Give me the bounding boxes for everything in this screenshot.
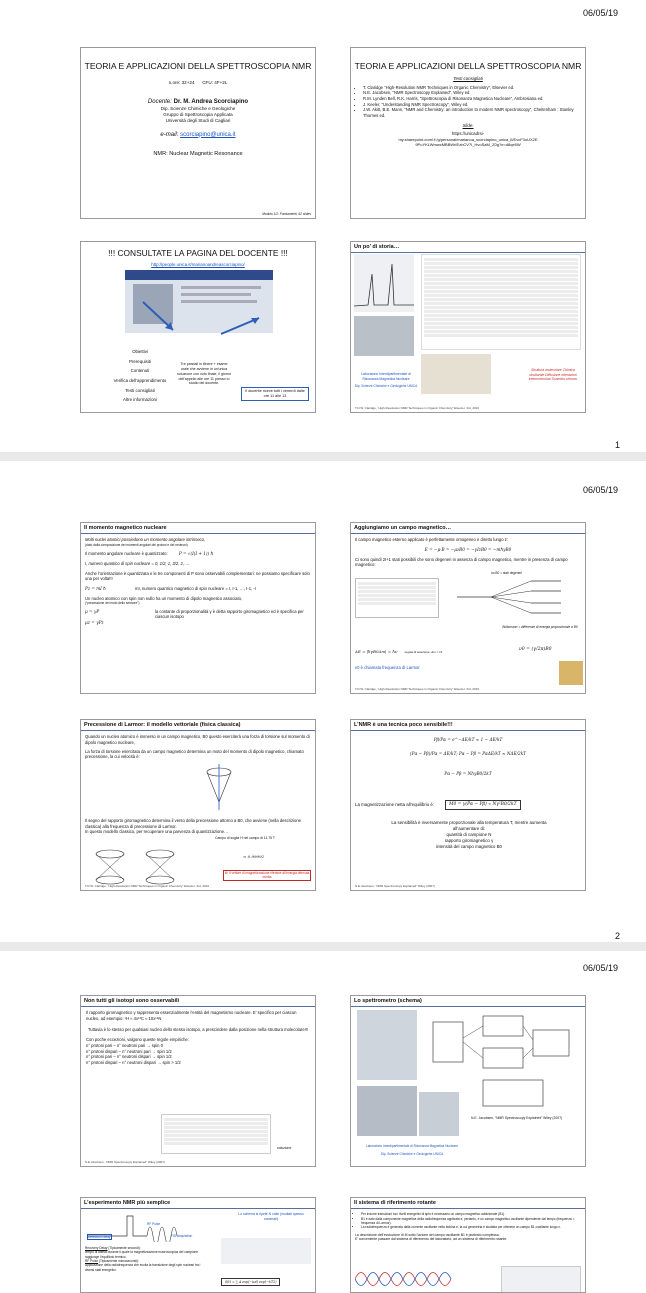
larmor-caption: ν0 è chiamata frequenza di Larmor [355, 665, 420, 670]
text-line: E’ conveniente passare dal sistema di riferimento del laboratorio, ad un sistema di riferimento rotante. [355, 1237, 508, 1242]
rotating-frame-figure [501, 1266, 581, 1293]
docente-name: Dr. M. Andrea Scorciapino [173, 98, 249, 105]
book-item: • N.E. Jacobsen, “NMR Spectroscopy Explained”, Wiley ed. [363, 90, 579, 96]
lab-photo [357, 1086, 417, 1136]
slide-docente-page [80, 241, 316, 413]
book-item: • J.W. Akitt, B.E. Mann, “NMR and Chemistry: an introduction to modern NMR spectroscopy”, Cheltenham : Stanley Thornes ed. [363, 107, 579, 118]
menu-item[interactable]: Verifica dell’apprendimento [113, 378, 167, 384]
spin-states-table [355, 578, 439, 618]
selection-rule: regola di selezione: Δm = ±1 [404, 650, 443, 654]
equation: ΔE = |ħγB0Δm| = ħν [355, 649, 398, 654]
slide-rotating-frame [350, 1197, 586, 1293]
oscillating-field-figure [355, 1264, 455, 1293]
text-line: tempo di attesa durante il quale la magnetizzazione macroscopica del campione raggiunge l’equilibrio termico. [85, 1250, 199, 1259]
detection-delay-label: Detection Delay [88, 1235, 111, 1239]
text-line: mI, numero quantico magnetico di spin nucleare = I, I-1, …, I-1, -I [135, 586, 256, 592]
slide-title-heading: TEORIA E APPLICAZIONI DELLA SPETTROSCOPIA NMR [84, 61, 312, 71]
spectrum-line [354, 264, 414, 306]
threshold-text: Campo di soglia H nel campo di 11.75 T [215, 836, 275, 840]
slide-footer: T.D.W. Claridge, “High-Resolution NMR Techniques in Organic Chemistry” Elsevier, 3rd, 2016 [355, 405, 479, 410]
equation: μz = γPz [85, 620, 104, 626]
slide-title-heading: L’NMR è una tecnica poco sensibile!!! [351, 720, 585, 731]
equation: (Pα − Pβ)/Pα = ΔE/kT; Pα − Pβ = PαΔE/kT ≈ NΔE/2kT [410, 751, 526, 757]
text-line: Il segno del rapporto giromagnetico determina il verso della precessione attorno a B0, che avviene (nella descrizione classica) alla frequenza di precessione di Larmor. [85, 818, 302, 829]
exam-note: Tre parziali in itinere + esame orale che avviene in un'unica soluzione con voto finale, il giorno dell'appello alle ore 11 presso lo studio del docente. [177, 362, 231, 386]
slide-footer: T.D.W. Claridge, “High-Resolution NMR Techniques in Organic Chemistry” Elsevier, 3rd, 2016 [85, 883, 209, 888]
text-line: Il momento angolare nucleare è quantizzato: [85, 551, 168, 557]
page-1 [0, 0, 646, 452]
menu-item[interactable]: Prerequisiti [129, 358, 151, 364]
text-line: In questo modello classico, per recuperare una parvenza di quantizzazione… [85, 829, 229, 835]
console-photo [419, 1092, 459, 1136]
fid-label: FID Acquisition [171, 1234, 193, 1238]
repeat-note: Lo schema si ripete N volte (risultati spesso sommati) [238, 1212, 304, 1221]
lab-caption: Laboratorio Interdipartimentale di Risonanza Magnetica Nucleare [361, 372, 411, 381]
text-line: Tuttavia è lo stesso per qualsiasi nucleo dello stesso isotopo, a prescindere dalla posizione nella struttura molecolare!!! [87, 1026, 309, 1032]
slide-title-heading: TEORIA E APPLICAZIONI DELLA SPETTROSCOPIA NMR [354, 61, 582, 71]
slide-title-heading: Un po’ di storia… [351, 242, 585, 253]
boltzmann-note: Boltzmann = differenze di energia proporzionale a B0 [502, 625, 578, 629]
page-date: 06/05/19 [582, 963, 618, 973]
page-3 [0, 951, 646, 1293]
slides-url-3[interactable]: 9PuYKLWmwcMBBWrIEzhCV7I_HvoSaM_Z0g?e=d8qe5W [415, 141, 521, 147]
rule-item: n° protoni pari – n° neutroni dispari → spin 1/2 [86, 1054, 172, 1060]
bullet-item: • La radiofrequenza è generata dalla corrente oscillante nella bobina e, la cui geometria è studiata per ottenere un campo B1 oscillante lungo x. [361, 1225, 581, 1229]
slide-title-heading: Lo spettrometro (schema) [351, 996, 585, 1007]
slide-title-heading: Aggiungiamo un campo magnetico… [351, 523, 585, 534]
office-hours-box: Il docente riceve tutti i venerdì dalle ore 11 alle 13 [241, 387, 309, 401]
page-date: 06/05/19 [582, 485, 618, 495]
slide-title-heading: Non tutti gli isotopi sono osservabili [81, 996, 315, 1007]
text-line: Quando un nucleo atomico è immerso in un campo magnetico, B0 questo eserciterà una forza di torsione sul momento di dipolo magnetico nucleare, [85, 734, 310, 746]
lab-caption: Laboratorio Interdipartimentale di Risonanza Magnetica Nucleare [366, 1144, 458, 1148]
equation: Pβ/Pα = e^−ΔE/kT ≈ 1 − ΔE/kT [433, 737, 503, 743]
factor-item: rapporto giromagnetico γ [444, 837, 494, 843]
menu-item[interactable]: Obiettivi [132, 349, 148, 354]
book-item: • T. Claridge “High-Resolution NMR Techniques in Organic Chemistry”, Elsevier ed. [363, 85, 579, 91]
university: Università degli Studi di Cagliari [165, 118, 231, 124]
slide-books [350, 47, 586, 219]
slides-heading: Slide: [462, 122, 474, 128]
text-line: La forza di torsione esercitata da un campo magnetico determina un moto del momento di dipolo magnetico, chiamato precessione, la cui velocità è: [85, 748, 304, 760]
rf-heading: RF Pulse [85, 1258, 99, 1263]
course-cfu: CFU: 4F+2L [202, 79, 228, 85]
magnetization-note: M: il vettore di magnetizzazione riferisce all’energia ottenuta media [224, 871, 310, 880]
slide-title [80, 47, 316, 219]
molecule-image [421, 354, 491, 394]
course-hours: n.ore: 32+24 [168, 79, 195, 85]
text-line: Con poche eccezioni, valgono queste regole empiriche: [86, 1037, 189, 1043]
page-number: 1 [614, 440, 620, 450]
bullet-item: • B1 è dato dalla componente magnetica della radiofrequenza applicata e, pertanto, è un campo magnetico oscillante dipendente dal tempo (frequenza = frequenza di Larmor). [361, 1217, 581, 1226]
text-line: (dato dalla composizione dei momenti angolari dei protoni e dei neutroni) [85, 543, 188, 548]
slide-simple-experiment [80, 1197, 316, 1293]
menu-item[interactable]: Contenuti [130, 368, 150, 374]
slide-footer: Modulo 1/2: Fondamenti, 62 slides [262, 211, 311, 216]
bullet-item: • Per indurre transizioni tra i livelli energetici di spin è necessario un campo magnetico addizionale (B1). [361, 1212, 581, 1216]
text-line: (Tipicamente microsecondi): [99, 1258, 139, 1263]
email-link[interactable]: scorciapino@unica.it [180, 131, 236, 138]
ratio-result: ≈ 0.99992 [243, 854, 265, 859]
rule-item: n° protoni dispari – n° neutroni dispari → spin > 1/2 [86, 1060, 181, 1066]
signal-equation: S(t) = ∑ A exp(−iωt) exp(−t/T2) [221, 1278, 280, 1286]
magnet-photo [357, 1010, 417, 1080]
figure-caption: N.E. Jacobsen, “NMR Spectroscopy Explained” Wiley (2007) [471, 1116, 563, 1120]
menu-item[interactable]: Testi consigliati [125, 387, 155, 393]
equation: E = −μ·B = −μzB0 = −γIzB0 = −mħγB0 [424, 547, 512, 553]
lab-caption-2: Dip. Scienze Chimiche e Geologiche UNICA [380, 1152, 444, 1156]
precession-cone [199, 762, 239, 812]
slide-magnetic-moment [80, 522, 316, 694]
spectrum-image [354, 254, 414, 312]
slide-larmor-precession [80, 719, 316, 891]
slide-title-heading: Il sistema di riferimento rotante [351, 1198, 585, 1209]
rf-pulse-label: RF Pulse [147, 1222, 161, 1226]
slide-magnetic-field [350, 522, 586, 694]
rf-pulse-line [87, 1216, 147, 1236]
text-line: I, numero quantico di spin nucleare = 0, 1/2, 1, 3/2, 2, … [85, 561, 190, 567]
recovery-heading: Recovery Delay [85, 1246, 108, 1250]
lab-caption-2: Dip. Scienze Chimiche e Geologiche UNICA [354, 384, 418, 388]
slide-title-heading: Il momento magnetico nucleare [81, 523, 315, 534]
slides-url-2[interactable]: my.sharepoint.com/:f:/g/personal/marianoa_scorciapino_unica_it/EvcF3oUX2E [398, 136, 538, 142]
text-line: la costante di proporzionalità γ è detta rapporto giromagnetico ed è specifica per ciascun isotopo [155, 608, 304, 620]
slide-title-heading: Precessione di Larmor: il modello vettoriale (fisica classica) [81, 720, 315, 731]
equation: Pz = mI ħ [85, 586, 106, 592]
spectrometer-photo [354, 316, 414, 356]
factor-item: quantità di campione N [446, 831, 492, 837]
book-item: • R.M. Lynden Bell, R.K. Harris, “Spettroscopia di Risonanza Magnetica Nucleare”, Ambrosiana ed. [363, 96, 579, 102]
group: Gruppo di Spettroscopia Applicata [163, 112, 233, 118]
email-label: e-mail: [160, 131, 179, 138]
larmor-portrait [559, 661, 583, 685]
slide-title-heading: !!! CONSULTATE LA PAGINA DEL DOCENTE !!! [108, 248, 288, 258]
text-line: Ci sono quindi 2I+1 stati possibili che sono degeneri in assenza di campo magnetico, mentre in presenza di campo magnetico: [355, 556, 568, 568]
books-heading: Testi consigliati [453, 75, 483, 81]
page-date: 06/05/19 [582, 8, 618, 18]
slide-footer: N.E.Jacobsen, “NMR Spectroscopy Explained” Wiley (2007) [355, 883, 435, 888]
text-line: (Tipicamente secondi): [108, 1246, 141, 1250]
factor-item: intensità del campo magnetico B0 [436, 843, 502, 849]
magnetization-equation: M0 = γ(Pα − Pβ) ∝ Nγ²B0/2kT [445, 800, 521, 810]
slide-title-heading: L’esperimento NMR più semplice [81, 1198, 315, 1209]
energy-diagram [451, 575, 581, 625]
solution-label: soluzione [277, 1146, 292, 1150]
larmor-equation: ν0 = (γ/2π)B0 [519, 647, 552, 652]
equation: Pα − Pβ = NhγB0/2kT [444, 770, 492, 776]
text-line: Anche l’orientazione è quantizzata e le tre componenti di P sono osservabili complementari: ne possiamo specificare solo una per volta!!! [85, 570, 310, 582]
text-line: Il rapporto giromagnetico γ rappresenta essenzialmente l’entità del magnetismo nucleare. E’ specifico per ciascun nucleo, ad esempio: ¹H ≈ 4x¹³C ≈ 10x¹⁵N [86, 1010, 297, 1022]
fid-figure [221, 1238, 311, 1264]
text-line: (“precessione del moto dello sensore”) [85, 601, 140, 606]
text-line: Applicazione della radiofrequenza che eccita la transizione degli spin nucleari tra i diversi stati energetici. [85, 1263, 201, 1272]
page-2 [0, 461, 646, 942]
text-line: Molti nuclei atomici possiedono un momento angolare intrinseco, [85, 537, 206, 543]
slide-history [350, 241, 586, 413]
rule-item: n° protoni pari – n° neutroni pari → spin 0 [86, 1043, 163, 1049]
slide-footer: N.E.Jacobsen, “NMR Spectroscopy Explained” Wiley (2007) [85, 1159, 165, 1164]
slide-subtitle: NMR: Nuclear Magnetic Resonance [153, 150, 243, 157]
applications-caption: Struttura molecolare Chimica strutturale Diffusione Interazioni intermolecolari Scambio chimico [528, 368, 578, 382]
double-cones [85, 846, 185, 886]
slides-url-1[interactable]: https://unicadrsi- [451, 130, 485, 136]
equation: μ = γP [85, 608, 100, 614]
text-line: La sensibilità è inversamente proporzionale alla temperatura T, mentre aumenta all’aumentare di: [391, 820, 547, 831]
docente-label: Docente: [147, 98, 172, 105]
menu-item[interactable]: Altre informazioni [123, 397, 157, 403]
text-line: Il campo magnetico esterno applicato è perfettamente omogeneo e diretto lungo z: [355, 537, 508, 543]
slide-footer: T.D.W. Claridge, “High-Resolution NMR Techniques in Organic Chemistry” Elsevier, 3rd, 2016 [355, 686, 479, 691]
slide-sensitivity [350, 719, 586, 891]
rule-item: n° protoni dispari – n° neutroni pari → spin 1/2 [86, 1048, 172, 1054]
page-number: 2 [614, 931, 620, 941]
history-table [421, 254, 581, 350]
text-line: La magnetizzazione netta all’equilibrio è: [355, 802, 435, 807]
docente-url[interactable]: http://people.unica.it/marianoandreascorciapino/ [151, 262, 245, 268]
degenerate-label: no B0 = stati degeneri [491, 571, 523, 575]
text-line: La descrizione dell’evoluzione di M sotto l’azione del campo oscillante B1 è piuttosto complessa. [355, 1232, 500, 1237]
slide-isotopes [80, 995, 316, 1167]
spin-table [161, 1114, 271, 1154]
dept: Dip. Scienze Chimiche e Geologiche [160, 106, 236, 112]
text-line: Un nucleo atomico con spin non nullo ha un momento di dipolo magnetico associato, [85, 595, 243, 601]
book-item: • J. Keeler, “Understanding NMR Spectroscopy”, Wiley ed. [363, 102, 579, 108]
equation: P = √(I(I + 1)) ħ [178, 551, 214, 557]
slide-spectrometer [350, 995, 586, 1167]
